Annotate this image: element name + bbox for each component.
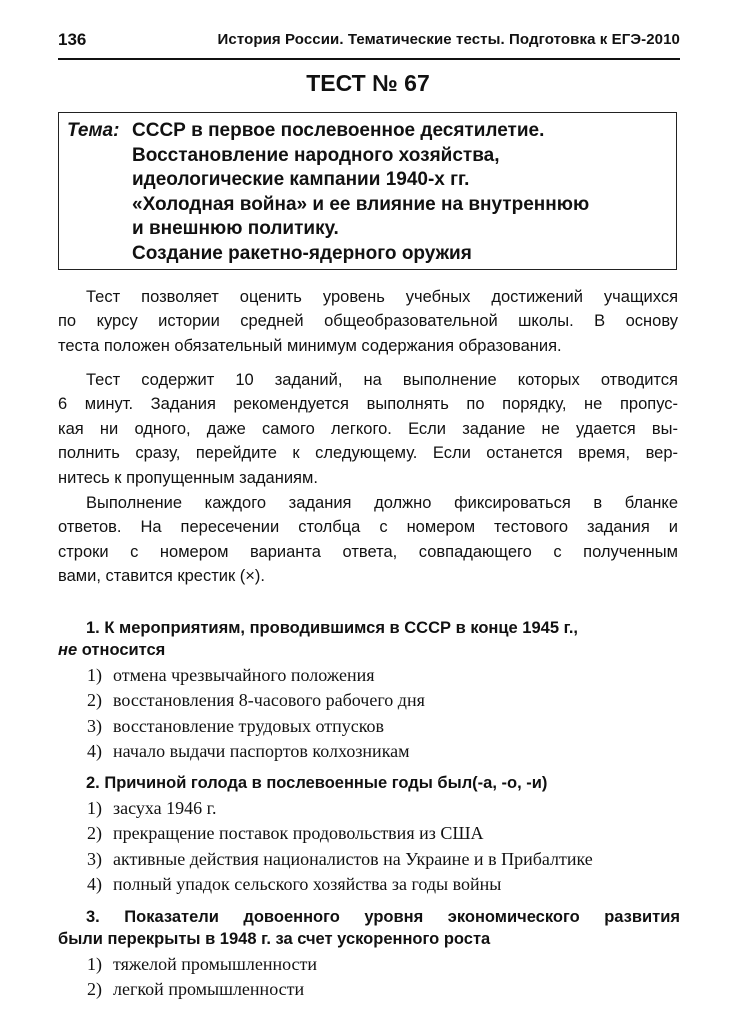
option-text: легкой промышленности <box>113 979 305 1000</box>
intro-line: ответов. На пересечении столбца с номером тестового задания и <box>58 518 678 537</box>
topic-lines <box>132 119 672 266</box>
option-number: 3) <box>87 715 102 736</box>
topic-line: идеологические кампании 1940-х гг. <box>132 169 470 190</box>
option-text: тяжелой промышленности <box>113 954 318 974</box>
question-text <box>58 906 680 950</box>
intro-paragraph-1 <box>58 285 678 358</box>
topic-line: Создание ракетно-ядерного оружия <box>132 242 472 264</box>
option-number: 1) <box>87 954 102 974</box>
question-line-rest: относится <box>77 641 166 659</box>
intro-line: полнить сразу, перейдите к следующему. Если останется время, вер- <box>58 444 678 463</box>
option-text: активные действия националистов на Украине и в Прибалтике <box>113 848 593 869</box>
answer-options <box>58 952 680 1003</box>
answer-option <box>58 663 680 688</box>
topic-line: Восстановление народного хозяйства, <box>132 144 500 166</box>
intro-line: Выполнение каждого задания должно фиксироваться в бланке <box>86 494 678 512</box>
topic-line: СССР в первое послевоенное десятилетие. <box>132 120 545 141</box>
question-2 <box>58 772 680 897</box>
option-number: 2) <box>87 823 102 844</box>
option-text: отмена чрезвычайного положения <box>113 665 375 685</box>
option-number: 2) <box>87 690 102 711</box>
topic-line: «Холодная война» и ее влияние на внутреннюю <box>132 193 590 215</box>
answer-option <box>58 739 680 764</box>
option-number: 4) <box>87 740 102 761</box>
topic-label: Тема: <box>67 120 120 141</box>
intro-line: 6 минут. Задания рекомендуется выполнять по порядку, не пропус- <box>58 395 678 414</box>
intro-line: Тест содержит 10 заданий, на выполнение которых отводится <box>86 371 678 389</box>
option-number: 4) <box>87 873 102 894</box>
intro-paragraph-2 <box>58 368 678 490</box>
running-header <box>58 28 680 60</box>
question-1 <box>58 617 680 764</box>
question-3 <box>58 906 680 1003</box>
option-number: 3) <box>87 848 102 869</box>
intro-line: нитесь к пропущенным заданиям. <box>58 468 318 487</box>
intro-line: теста положен обязательный минимум содержания образования. <box>58 336 562 355</box>
topic-box <box>58 112 677 270</box>
option-text: восстановление трудовых отпусков <box>113 715 385 736</box>
option-text: полный упадок сельского хозяйства за годы войны <box>113 873 502 894</box>
answer-option <box>58 688 680 713</box>
answer-options <box>58 796 680 897</box>
negation-word: не <box>58 641 78 659</box>
intro-line: кая ни одного, даже самого легкого. Если задание не удается вы- <box>58 419 678 438</box>
intro-line: вами, ставится крестик (×). <box>58 567 266 586</box>
test-title: ТЕСТ № 67 <box>306 70 430 96</box>
question-text <box>58 617 680 661</box>
question-line: 3. Показатели довоенного уровня экономического развития <box>86 908 680 926</box>
option-number: 1) <box>87 665 102 685</box>
answer-option <box>58 847 680 872</box>
page-number: 136 <box>58 30 87 49</box>
answer-options <box>58 663 680 764</box>
intro-line: Тест позволяет оценить уровень учебных достижений учащихся <box>86 288 678 306</box>
intro-paragraph-3 <box>58 491 678 589</box>
answer-option <box>58 977 680 1002</box>
option-text: прекращение поставок продовольствия из США <box>113 823 484 844</box>
question-line: были перекрыты в 1948 г. за счет ускоренного роста <box>58 930 491 948</box>
book-title: История России. Тематические тесты. Подготовка к ЕГЭ-2010 <box>217 31 680 48</box>
option-text: начало выдачи паспортов колхозникам <box>113 740 410 761</box>
question-line: 2. Причиной голода в послевоенные годы был(-а, -о, -и) <box>86 774 548 792</box>
question-line <box>58 639 680 661</box>
topic-line: и внешнюю политику. <box>132 218 339 239</box>
intro-line: строки с номером варианта ответа, совпадающего с полученным <box>58 542 678 561</box>
answer-option <box>58 796 680 821</box>
option-text: восстановления 8-часового рабочего дня <box>113 690 425 711</box>
intro-line: по курсу истории средней общеобразовательной школы. В основу <box>58 312 678 331</box>
answer-option <box>58 872 680 897</box>
answer-option <box>58 821 680 846</box>
question-line: 1. К мероприятиям, проводившимся в СССР в конце 1945 г., <box>86 619 578 637</box>
option-number: 2) <box>87 979 102 1000</box>
answer-option <box>58 714 680 739</box>
option-text: засуха 1946 г. <box>113 798 217 818</box>
answer-option <box>58 952 680 977</box>
question-text <box>58 772 680 794</box>
option-number: 1) <box>87 798 102 818</box>
